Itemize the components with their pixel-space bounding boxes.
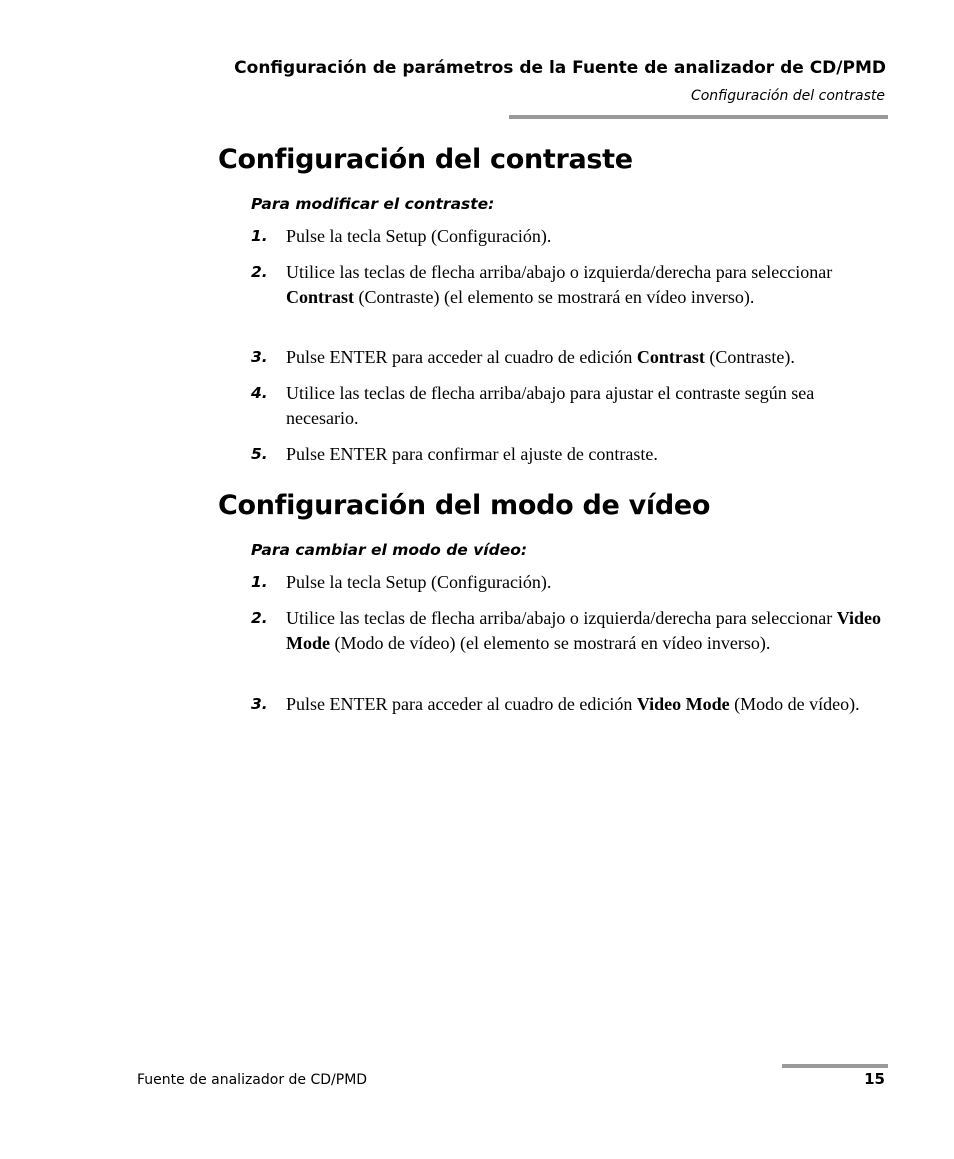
step-text: Utilice las teclas de flecha arriba/abajo o izquierda/derecha para seleccionar Video Mode (Modo de vídeo) (el elemento se mostrará en vídeo inverso).	[286, 608, 882, 653]
footer-rule	[782, 1064, 888, 1068]
step-text: Utilice las teclas de flecha arriba/abajo o izquierda/derecha para seleccionar Contrast (Contraste) (el elemento se mostrará en vídeo inverso).	[286, 262, 833, 307]
ui-term: Contrast	[286, 287, 354, 307]
step-text: Pulse la tecla Setup (Configuración).	[286, 572, 552, 592]
step-text: Pulse ENTER para acceder al cuadro de edición Contrast (Contraste).	[286, 347, 795, 367]
page-number: 15	[864, 1070, 885, 1088]
footer-document-name: Fuente de analizador de CD/PMD	[137, 1072, 368, 1088]
step-item	[251, 442, 888, 467]
ui-term: Video Mode	[286, 608, 882, 653]
procedure-title: Para modificar el contraste:	[251, 195, 495, 213]
step-item	[251, 345, 888, 370]
header-rule	[509, 115, 888, 119]
step-text: Pulse la tecla Setup (Configuración).	[286, 226, 552, 246]
step-item	[251, 260, 888, 310]
section-heading: Configuración del contraste	[218, 144, 633, 175]
step-number: 1.	[251, 227, 268, 245]
section-heading: Configuración del modo de vídeo	[218, 490, 711, 521]
step-number: 3.	[251, 695, 268, 713]
step-text: Pulse ENTER para confirmar el ajuste de contraste.	[286, 444, 658, 464]
step-item	[251, 692, 888, 717]
ui-term: Video Mode	[636, 694, 730, 714]
chapter-title: Configuración de parámetros de la Fuente de analizador de CD/PMD	[234, 58, 886, 78]
step-number: 4.	[251, 384, 268, 402]
ui-term: Contrast	[636, 347, 705, 367]
section-running-title: Configuración del contraste	[690, 88, 885, 104]
step-number: 2.	[251, 609, 268, 627]
step-item	[251, 224, 888, 249]
step-number: 5.	[251, 445, 268, 463]
step-item	[251, 570, 888, 595]
step-item	[251, 606, 888, 656]
step-text: Pulse ENTER para acceder al cuadro de edición Video Mode (Modo de vídeo).	[286, 694, 860, 714]
step-item	[251, 381, 888, 431]
step-number: 3.	[251, 348, 268, 366]
step-number: 2.	[251, 263, 268, 281]
step-text: Utilice las teclas de flecha arriba/abajo para ajustar el contraste según sea necesario.	[286, 383, 815, 428]
procedure-title: Para cambiar el modo de vídeo:	[251, 541, 528, 559]
step-number: 1.	[251, 573, 268, 591]
